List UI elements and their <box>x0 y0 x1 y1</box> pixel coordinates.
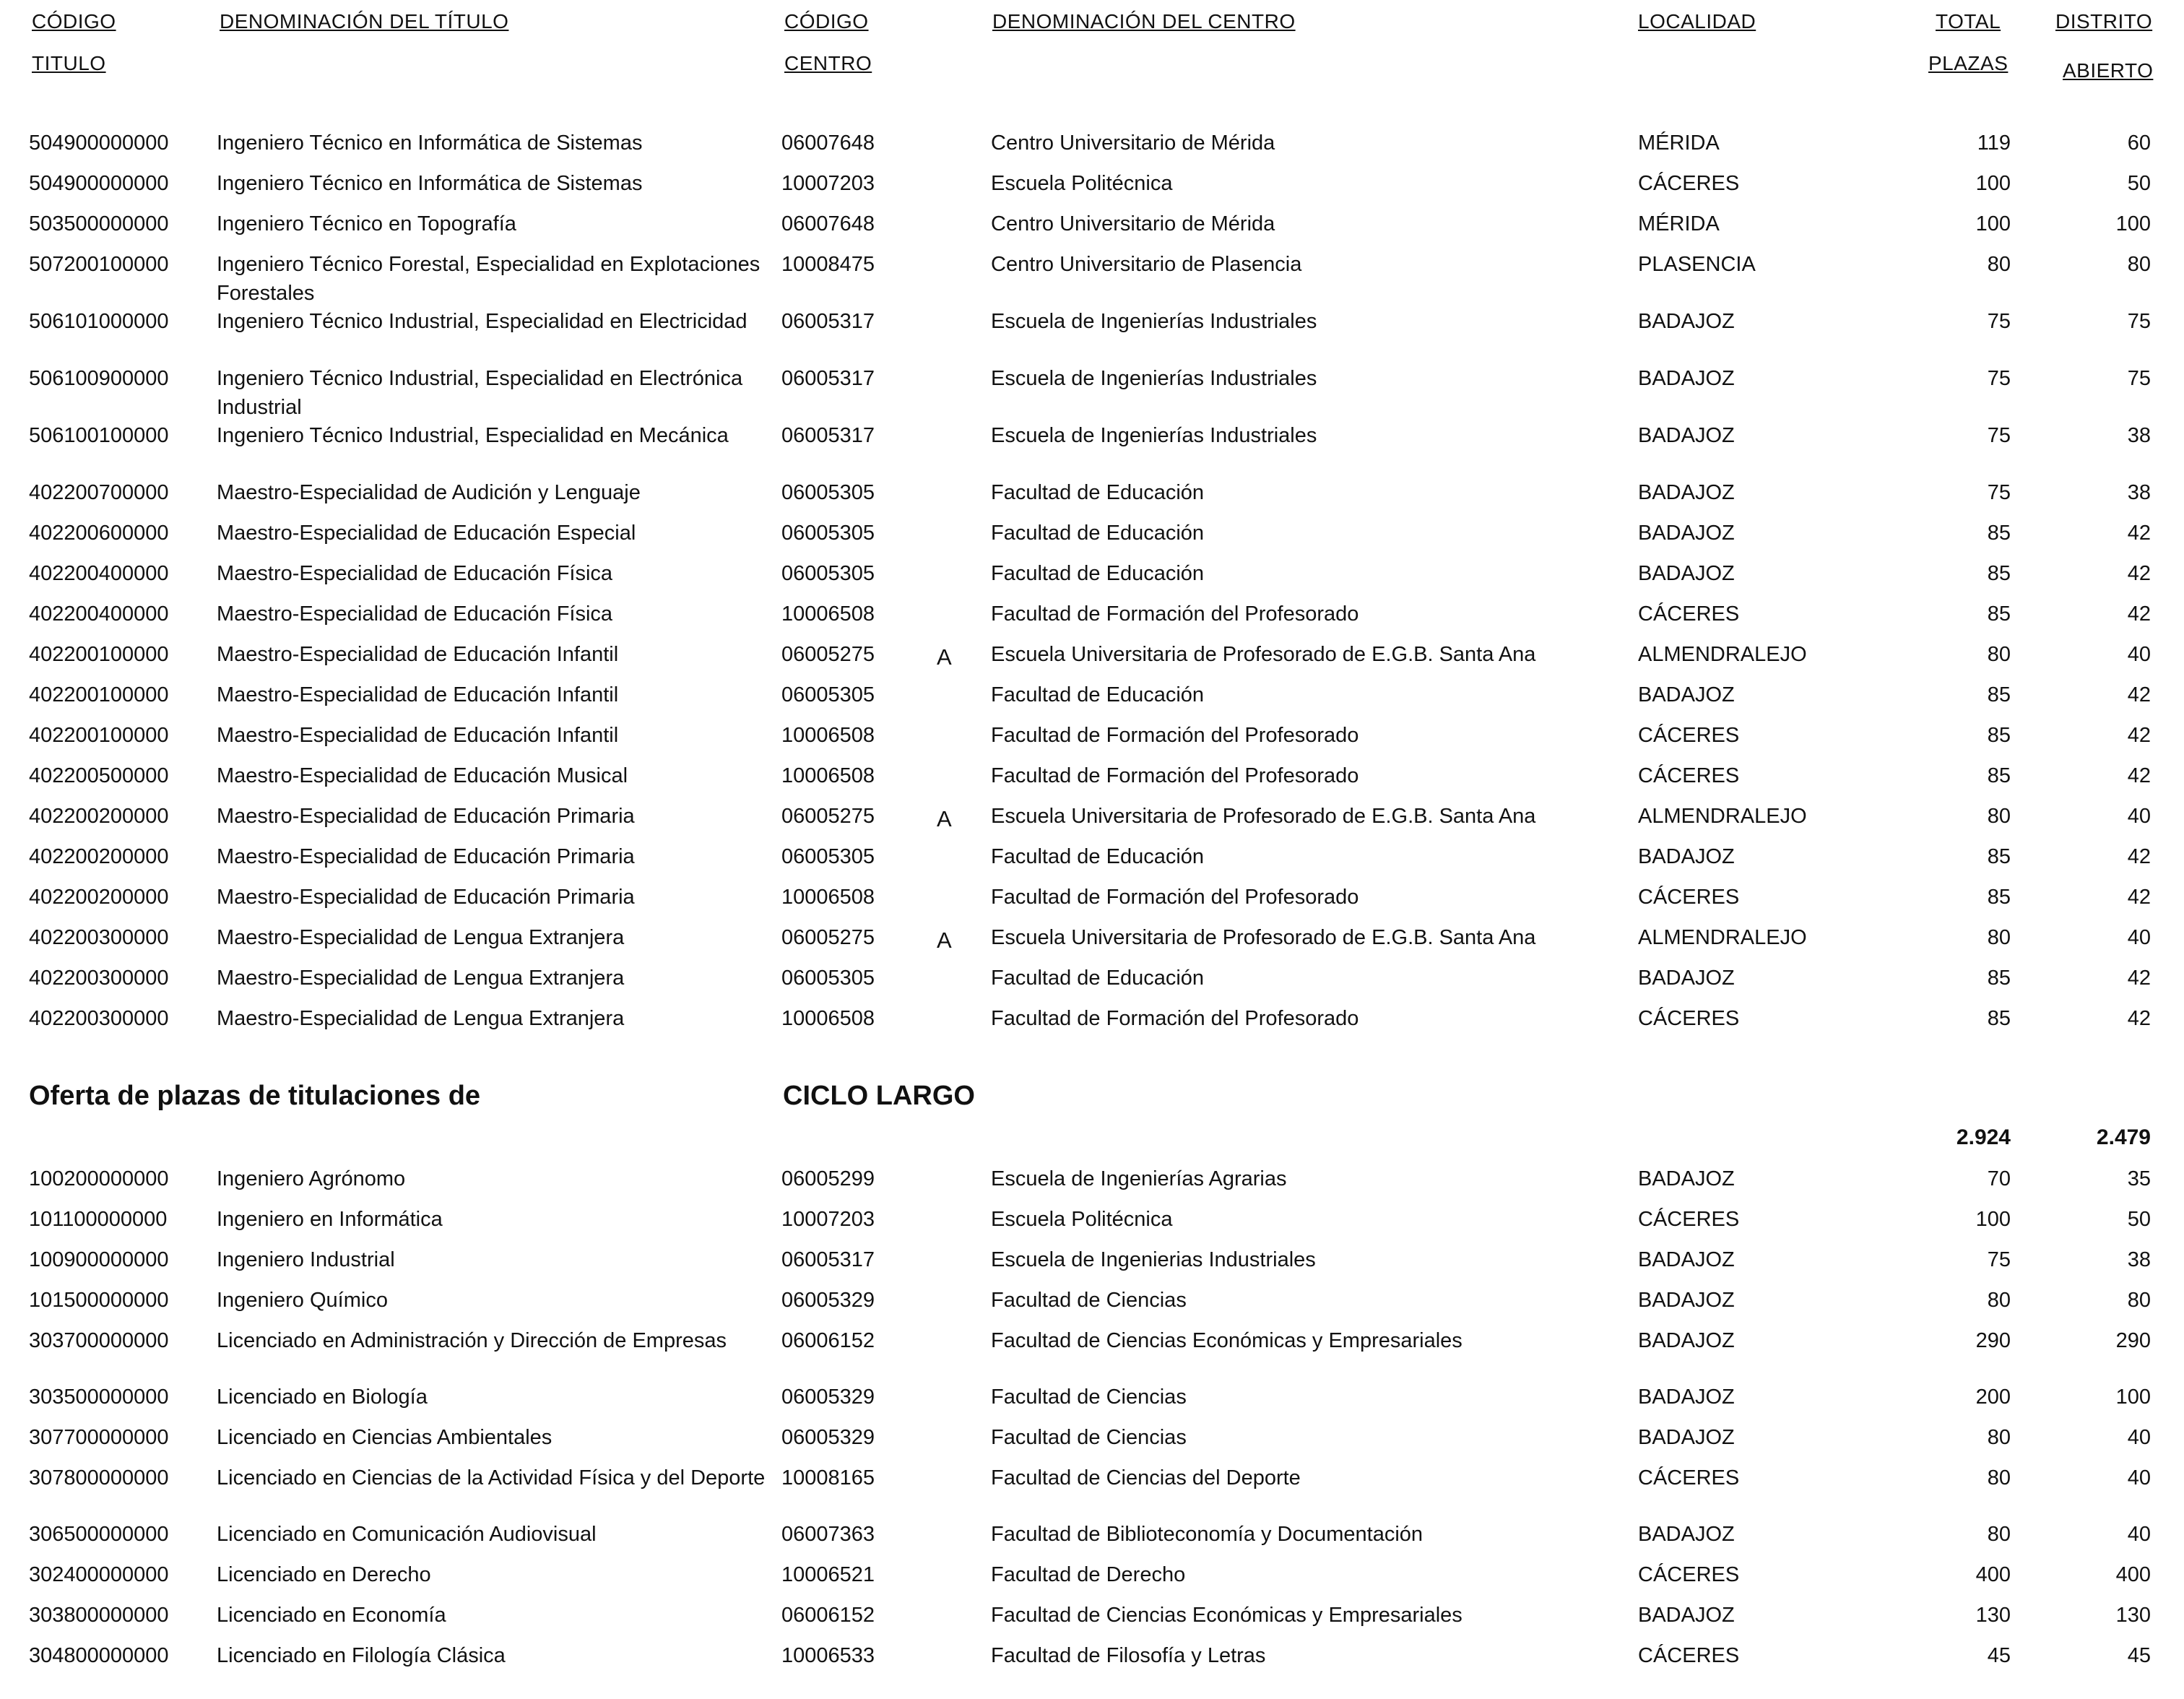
row-title: Maestro-Especialidad de Educación Primaria <box>217 886 635 909</box>
row-title: Maestro-Especialidad de Educación Primaria <box>217 845 635 868</box>
row-center-code: 06005275 <box>781 805 875 828</box>
row-center-code: 06007648 <box>781 212 875 235</box>
row-total-plazas: 85 <box>1987 967 2011 990</box>
row-distrito-abierto: 38 <box>2127 1248 2151 1271</box>
row-title: Maestro-Especialidad de Audición y Lenguaje <box>217 481 641 504</box>
row-center-name: Escuela de Ingenierías Agrarias <box>991 1167 1287 1190</box>
section-title: Oferta de plazas de titulaciones de <box>29 1081 481 1111</box>
row-center-name: Escuela Universitaria de Profesorado de E.G.B. Santa Ana <box>991 805 1536 828</box>
row-center-name: Facultad de Ciencias <box>991 1289 1187 1312</box>
row-code: 307700000000 <box>29 1426 169 1449</box>
row-total-plazas: 200 <box>1975 1385 2011 1409</box>
row-center-name: Facultad de Biblioteconomía y Documentación <box>991 1523 1424 1546</box>
row-locality: BADAJOZ <box>1638 1248 1735 1271</box>
row-locality: ALMENDRALEJO <box>1638 805 1807 828</box>
row-code: 402200300000 <box>29 926 169 949</box>
row-distrito-abierto: 100 <box>2115 212 2151 235</box>
row-title: Maestro-Especialidad de Educación Primaria <box>217 805 635 828</box>
row-center-code: 06005305 <box>781 967 875 990</box>
row-locality: BADAJOZ <box>1638 683 1735 706</box>
row-center-code: 06005317 <box>781 424 875 447</box>
row-code: 402200300000 <box>29 1007 169 1030</box>
row-title: Licenciado en Biología <box>217 1385 428 1409</box>
header-codigo-titulo-2: TITULO <box>32 52 106 74</box>
row-center-code: 06005317 <box>781 1248 875 1271</box>
row-title: Ingeniero Agrónomo <box>217 1167 406 1190</box>
row-locality: BADAJOZ <box>1638 367 1735 390</box>
row-code: 101500000000 <box>29 1289 169 1312</box>
row-center-name: Centro Universitario de Mérida <box>991 212 1275 235</box>
row-center-code: 06005317 <box>781 367 875 390</box>
row-title: Maestro-Especialidad de Educación Musical <box>217 764 628 787</box>
row-distrito-abierto: 100 <box>2115 1385 2151 1409</box>
row-code: 100900000000 <box>29 1248 169 1271</box>
row-title: Ingeniero en Informática <box>217 1208 443 1231</box>
row-locality: CÁCERES <box>1638 1466 1740 1490</box>
row-center-name: Centro Universitario de Mérida <box>991 131 1275 155</box>
row-title: Licenciado en Administración y Dirección de Empresas <box>217 1329 727 1352</box>
row-center-code: 10008165 <box>781 1466 875 1490</box>
row-distrito-abierto: 75 <box>2127 367 2151 390</box>
row-code: 307800000000 <box>29 1466 169 1490</box>
row-center-name: Escuela Politécnica <box>991 1208 1173 1231</box>
row-title: Licenciado en Economía <box>217 1604 446 1627</box>
row-center-code: 06005305 <box>781 481 875 504</box>
row-total-plazas: 290 <box>1975 1329 2011 1352</box>
row-locality: CÁCERES <box>1638 602 1740 626</box>
row-mark: A <box>937 806 952 831</box>
row-distrito-abierto: 40 <box>2127 1466 2151 1490</box>
row-center-name: Facultad de Ciencias Económicas y Empresariales <box>991 1329 1462 1352</box>
row-total-plazas: 75 <box>1987 481 2011 504</box>
row-center-code: 06005329 <box>781 1426 875 1449</box>
header-denominacion-titulo: DENOMINACIÓN DEL TÍTULO <box>220 10 509 33</box>
row-title: Ingeniero Químico <box>217 1289 388 1312</box>
row-code: 402200600000 <box>29 522 169 545</box>
row-total-plazas: 100 <box>1975 212 2011 235</box>
row-center-code: 06005275 <box>781 643 875 666</box>
row-center-code: 10006508 <box>781 1007 875 1030</box>
row-distrito-abierto: 38 <box>2127 481 2151 504</box>
row-locality: BADAJOZ <box>1638 1604 1735 1627</box>
row-locality: BADAJOZ <box>1638 562 1735 585</box>
row-locality: MÉRIDA <box>1638 212 1720 235</box>
row-center-name: Escuela Universitaria de Profesorado de E.G.B. Santa Ana <box>991 643 1536 666</box>
row-locality: BADAJOZ <box>1638 967 1735 990</box>
row-total-plazas: 85 <box>1987 562 2011 585</box>
row-code: 402200400000 <box>29 602 169 626</box>
row-title: Maestro-Especialidad de Educación Infantil <box>217 643 619 666</box>
table-row <box>0 1464 2184 1521</box>
row-locality: ALMENDRALEJO <box>1638 643 1807 666</box>
table-row <box>0 307 2184 365</box>
row-center-name: Facultad de Formación del Profesorado <box>991 602 1359 626</box>
row-center-code: 10006508 <box>781 724 875 747</box>
row-center-code: 10006508 <box>781 602 875 626</box>
row-code: 402200200000 <box>29 845 169 868</box>
row-locality: BADAJOZ <box>1638 522 1735 545</box>
row-center-name: Facultad de Formación del Profesorado <box>991 886 1359 909</box>
row-total-plazas: 100 <box>1975 172 2011 195</box>
header-distrito-2: ABIERTO <box>2063 59 2154 82</box>
row-center-code: 10008475 <box>781 253 875 276</box>
row-code: 303800000000 <box>29 1604 169 1627</box>
row-code: 506101000000 <box>29 310 169 333</box>
row-distrito-abierto: 40 <box>2127 643 2151 666</box>
row-distrito-abierto: 42 <box>2127 764 2151 787</box>
row-total-plazas: 80 <box>1987 1289 2011 1312</box>
row-center-name: Facultad de Ciencias <box>991 1385 1187 1409</box>
header-total-1: TOTAL <box>1936 10 2001 33</box>
row-total-plazas: 80 <box>1987 805 2011 828</box>
row-code: 303700000000 <box>29 1329 169 1352</box>
row-center-name: Facultad de Ciencias Económicas y Empresariales <box>991 1604 1462 1627</box>
row-center-code: 06005305 <box>781 683 875 706</box>
row-title: Maestro-Especialidad de Educación Física <box>217 602 613 626</box>
row-center-name: Facultad de Educación <box>991 562 1205 585</box>
row-distrito-abierto: 290 <box>2115 1329 2151 1352</box>
row-distrito-abierto: 42 <box>2127 967 2151 990</box>
row-title: Licenciado en Ciencias de la Actividad Física y del Deporte <box>217 1466 766 1490</box>
row-center-name: Facultad de Derecho <box>991 1563 1186 1586</box>
row-total-plazas: 75 <box>1987 424 2011 447</box>
row-locality: BADAJOZ <box>1638 1385 1735 1409</box>
row-total-plazas: 400 <box>1975 1563 2011 1586</box>
row-total-plazas: 75 <box>1987 1248 2011 1271</box>
row-title: Ingeniero Industrial <box>217 1248 395 1271</box>
row-code: 402200100000 <box>29 643 169 666</box>
row-title: Maestro-Especialidad de Lengua Extranjera <box>217 1007 625 1030</box>
row-distrito-abierto: 42 <box>2127 522 2151 545</box>
table-row <box>0 1641 2184 1699</box>
row-locality: BADAJOZ <box>1638 1329 1735 1352</box>
row-code: 302400000000 <box>29 1563 169 1586</box>
row-center-name: Escuela de Ingenierías Industriales <box>991 310 1317 333</box>
row-locality: CÁCERES <box>1638 886 1740 909</box>
row-title: Licenciado en Comunicación Audiovisual <box>217 1523 597 1546</box>
row-center-code: 10006521 <box>781 1563 875 1586</box>
row-center-name: Escuela Politécnica <box>991 172 1173 195</box>
row-center-name: Facultad de Ciencias del Deporte <box>991 1466 1301 1490</box>
header-total-2: PLAZAS <box>1928 52 2008 74</box>
row-distrito-abierto: 35 <box>2127 1167 2151 1190</box>
total-plazas-sum: 2.924 <box>1956 1125 2011 1149</box>
row-total-plazas: 85 <box>1987 764 2011 787</box>
row-total-plazas: 85 <box>1987 886 2011 909</box>
row-center-code: 10007203 <box>781 1208 875 1231</box>
row-title: Maestro-Especialidad de Lengua Extranjera <box>217 926 625 949</box>
row-code: 402200300000 <box>29 967 169 990</box>
row-distrito-abierto: 42 <box>2127 1007 2151 1030</box>
row-center-code: 06005329 <box>781 1385 875 1409</box>
row-mark: A <box>937 928 952 953</box>
row-total-plazas: 80 <box>1987 253 2011 276</box>
row-center-code: 06005317 <box>781 310 875 333</box>
row-code: 402200700000 <box>29 481 169 504</box>
row-center-code: 06007648 <box>781 131 875 155</box>
row-title: Ingeniero Técnico en Informática de Sistemas <box>217 172 643 195</box>
row-code: 402200200000 <box>29 886 169 909</box>
row-center-code: 06005329 <box>781 1289 875 1312</box>
row-code: 402200100000 <box>29 724 169 747</box>
row-code: 504900000000 <box>29 131 169 155</box>
row-distrito-abierto: 400 <box>2115 1563 2151 1586</box>
row-title: Licenciado en Derecho <box>217 1563 431 1586</box>
row-code: 101100000000 <box>29 1208 168 1231</box>
row-locality: BADAJOZ <box>1638 1167 1735 1190</box>
row-center-name: Facultad de Educación <box>991 481 1205 504</box>
row-total-plazas: 85 <box>1987 845 2011 868</box>
row-distrito-abierto: 50 <box>2127 1208 2151 1231</box>
row-title: Ingeniero Técnico en Topografía <box>217 212 516 235</box>
row-distrito-abierto: 42 <box>2127 724 2151 747</box>
row-locality: BADAJOZ <box>1638 1523 1735 1546</box>
row-locality: CÁCERES <box>1638 172 1740 195</box>
row-center-name: Facultad de Ciencias <box>991 1426 1187 1449</box>
row-total-plazas: 80 <box>1987 1426 2011 1449</box>
row-title: Maestro-Especialidad de Lengua Extranjera <box>217 967 625 990</box>
row-title: Maestro-Especialidad de Educación Infantil <box>217 724 619 747</box>
header-distrito-1: DISTRITO <box>2055 10 2153 33</box>
row-title: Maestro-Especialidad de Educación Infantil <box>217 683 619 706</box>
row-center-name: Escuela de Ingenierías Industriales <box>991 367 1317 390</box>
row-distrito-abierto: 80 <box>2127 253 2151 276</box>
row-center-code: 06006152 <box>781 1604 875 1627</box>
row-distrito-abierto: 42 <box>2127 845 2151 868</box>
row-distrito-abierto: 42 <box>2127 683 2151 706</box>
row-locality: CÁCERES <box>1638 1007 1740 1030</box>
header-localidad: LOCALIDAD <box>1638 10 1756 33</box>
row-distrito-abierto: 75 <box>2127 310 2151 333</box>
row-center-name: Facultad de Educación <box>991 845 1205 868</box>
row-locality: CÁCERES <box>1638 1644 1740 1667</box>
header-codigo-centro-2: CENTRO <box>784 52 872 74</box>
row-center-name: Facultad de Educación <box>991 522 1205 545</box>
row-total-plazas: 80 <box>1987 926 2011 949</box>
row-center-name: Facultad de Educación <box>991 683 1205 706</box>
row-center-code: 10007203 <box>781 172 875 195</box>
row-title: Ingeniero Técnico Industrial, Especialidad en Mecánica <box>217 424 729 447</box>
row-title: Licenciado en Ciencias Ambientales <box>217 1426 552 1449</box>
row-center-code: 06005305 <box>781 562 875 585</box>
row-total-plazas: 80 <box>1987 643 2011 666</box>
row-distrito-abierto: 42 <box>2127 562 2151 585</box>
row-center-name: Centro Universitario de Plasencia <box>991 253 1302 276</box>
row-distrito-abierto: 38 <box>2127 424 2151 447</box>
row-locality: BADAJOZ <box>1638 845 1735 868</box>
row-center-name: Facultad de Formación del Profesorado <box>991 1007 1359 1030</box>
row-center-code: 10006508 <box>781 886 875 909</box>
row-code: 402200100000 <box>29 683 169 706</box>
row-center-name: Escuela Universitaria de Profesorado de E.G.B. Santa Ana <box>991 926 1536 949</box>
row-distrito-abierto: 40 <box>2127 805 2151 828</box>
row-locality: BADAJOZ <box>1638 481 1735 504</box>
row-center-code: 10006533 <box>781 1644 875 1667</box>
row-code: 402200500000 <box>29 764 169 787</box>
row-total-plazas: 85 <box>1987 522 2011 545</box>
table-row <box>0 364 2184 422</box>
row-title: Ingeniero Técnico Industrial, Especialidad en Electrónica Industrial <box>217 367 743 419</box>
row-locality: PLASENCIA <box>1638 253 1756 276</box>
row-distrito-abierto: 50 <box>2127 172 2151 195</box>
row-code: 503500000000 <box>29 212 169 235</box>
section-title-ciclo: CICLO LARGO <box>783 1081 975 1111</box>
row-distrito-abierto: 130 <box>2115 1604 2151 1627</box>
row-total-plazas: 85 <box>1987 724 2011 747</box>
row-locality: BADAJOZ <box>1638 424 1735 447</box>
header-denominacion-centro: DENOMINACIÓN DEL CENTRO <box>992 10 1296 33</box>
row-code: 402200400000 <box>29 562 169 585</box>
table-row <box>0 1326 2184 1384</box>
table-row <box>0 1004 2184 1062</box>
row-distrito-abierto: 40 <box>2127 1523 2151 1546</box>
row-locality: BADAJOZ <box>1638 1426 1735 1449</box>
row-total-plazas: 80 <box>1987 1466 2011 1490</box>
row-locality: CÁCERES <box>1638 1208 1740 1231</box>
row-title: Licenciado en Filología Clásica <box>217 1644 506 1667</box>
row-center-name: Facultad de Educación <box>991 967 1205 990</box>
row-center-code: 06005299 <box>781 1167 875 1190</box>
row-title: Maestro-Especialidad de Educación Física <box>217 562 613 585</box>
row-locality: CÁCERES <box>1638 724 1740 747</box>
row-code: 504900000000 <box>29 172 169 195</box>
row-locality: ALMENDRALEJO <box>1638 926 1807 949</box>
row-center-name: Escuela de Ingenierias Industriales <box>991 1248 1316 1271</box>
row-code: 304800000000 <box>29 1644 169 1667</box>
row-code: 506100900000 <box>29 367 169 390</box>
row-locality: BADAJOZ <box>1638 1289 1735 1312</box>
row-distrito-abierto: 40 <box>2127 926 2151 949</box>
row-center-name: Facultad de Filosofía y Letras <box>991 1644 1266 1667</box>
row-total-plazas: 85 <box>1987 683 2011 706</box>
row-total-plazas: 70 <box>1987 1167 2011 1190</box>
row-total-plazas: 85 <box>1987 1007 2011 1030</box>
row-center-code: 06005305 <box>781 522 875 545</box>
row-locality: MÉRIDA <box>1638 131 1720 155</box>
row-title: Ingeniero Técnico Industrial, Especialidad en Electricidad <box>217 310 748 333</box>
row-center-name: Facultad de Formación del Profesorado <box>991 764 1359 787</box>
row-total-plazas: 75 <box>1987 310 2011 333</box>
row-total-plazas: 119 <box>1977 131 2011 155</box>
header-codigo-centro-1: CÓDIGO <box>784 10 869 33</box>
row-center-code: 06007363 <box>781 1523 875 1546</box>
row-title: Ingeniero Técnico en Informática de Sistemas <box>217 131 643 155</box>
row-code: 303500000000 <box>29 1385 169 1409</box>
row-center-name: Escuela de Ingenierías Industriales <box>991 424 1317 447</box>
row-total-plazas: 85 <box>1987 602 2011 626</box>
row-distrito-abierto: 45 <box>2127 1644 2151 1667</box>
row-locality: CÁCERES <box>1638 764 1740 787</box>
row-total-plazas: 130 <box>1975 1604 2011 1627</box>
row-center-code: 06005275 <box>781 926 875 949</box>
row-center-name: Facultad de Formación del Profesorado <box>991 724 1359 747</box>
row-total-plazas: 75 <box>1987 367 2011 390</box>
row-code: 506100100000 <box>29 424 169 447</box>
table-row <box>0 421 2184 479</box>
row-distrito-abierto: 60 <box>2127 131 2151 155</box>
row-center-code: 06005305 <box>781 845 875 868</box>
row-total-plazas: 100 <box>1975 1208 2011 1231</box>
row-locality: BADAJOZ <box>1638 310 1735 333</box>
row-center-code: 06006152 <box>781 1329 875 1352</box>
distrito-abierto-sum: 2.479 <box>2096 1125 2151 1149</box>
row-total-plazas: 80 <box>1987 1523 2011 1546</box>
row-center-code: 10006508 <box>781 764 875 787</box>
row-code: 507200100000 <box>29 253 169 276</box>
row-locality: CÁCERES <box>1638 1563 1740 1586</box>
row-total-plazas: 45 <box>1987 1644 2011 1667</box>
row-distrito-abierto: 80 <box>2127 1289 2151 1312</box>
row-title: Ingeniero Técnico Forestal, Especialidad en Explotaciones Forestales <box>217 253 760 305</box>
table-row <box>0 250 2184 308</box>
row-code: 402200200000 <box>29 805 169 828</box>
row-mark: A <box>937 644 952 670</box>
header-codigo-titulo-1: CÓDIGO <box>32 10 116 33</box>
row-code: 100200000000 <box>29 1167 169 1190</box>
row-distrito-abierto: 42 <box>2127 602 2151 626</box>
row-title: Maestro-Especialidad de Educación Especial <box>217 522 636 545</box>
row-distrito-abierto: 42 <box>2127 886 2151 909</box>
row-distrito-abierto: 40 <box>2127 1426 2151 1449</box>
row-code: 306500000000 <box>29 1523 169 1546</box>
